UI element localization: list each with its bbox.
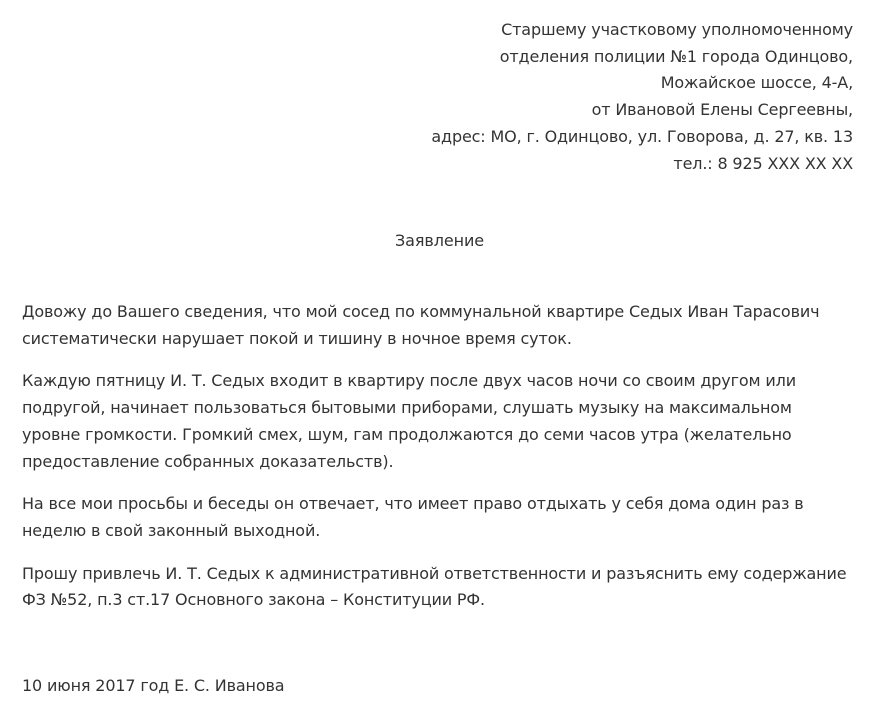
header-line-department-address: Можайское шоссе, 4-А, [660, 73, 853, 93]
paragraph [22, 491, 862, 544]
paragraph-line: ФЗ №52, п.3 ст.17 Основного закона – Конституции РФ. [22, 590, 485, 610]
paragraph [22, 299, 862, 352]
header-line-recipient-title: Старшему участковому уполномоченному [501, 20, 853, 39]
header-line-department: отделения полиции №1 города Одинцово, [499, 46, 853, 66]
document-title: Заявление [395, 231, 484, 250]
paragraph-line: На все мои просьбы и беседы он отвечает, что имеет право отдыхать у себя дома один раз в [22, 494, 804, 514]
header-line-sender: от Ивановой Елены Сергеевны, [591, 100, 853, 120]
paragraph [22, 561, 862, 614]
paragraph-line: уровне громкости. Громкий смех, шум, гам продолжаются до семи часов утра (желательно [22, 424, 792, 444]
paragraph-line: Каждую пятницу И. Т. Седых входит в квартиру после двух часов ночи со своим другом или [22, 371, 796, 391]
addressee-header [431, 17, 853, 177]
paragraph [22, 368, 862, 475]
header-line-phone: тел.: 8 925 XXX XX XX [673, 153, 853, 173]
paragraph-line: систематически нарушает покой и тишину в ночное время суток. [22, 328, 572, 348]
paragraph-line: подругой, начинает пользоваться бытовыми приборами, слушать музыку на максимальном [22, 398, 792, 418]
paragraph-line: Довожу до Вашего сведения, что мой сосед по коммунальной квартире Седых Иван Тарасович [22, 302, 820, 321]
paragraph-line: Прошу привлечь И. Т. Седых к административной ответственности и разъяснить ему содержание [22, 563, 847, 583]
paragraph-line: предоставление собранных доказательств). [22, 451, 394, 471]
header-line-sender-address: адрес: МО, г. Одинцово, ул. Говорова, д. 27, кв. 13 [431, 126, 853, 146]
date-and-signature: 10 июня 2017 год Е. С. Иванова [22, 676, 285, 695]
statement-body [22, 299, 862, 630]
paragraph-line: неделю в свой законный выходной. [22, 520, 321, 540]
